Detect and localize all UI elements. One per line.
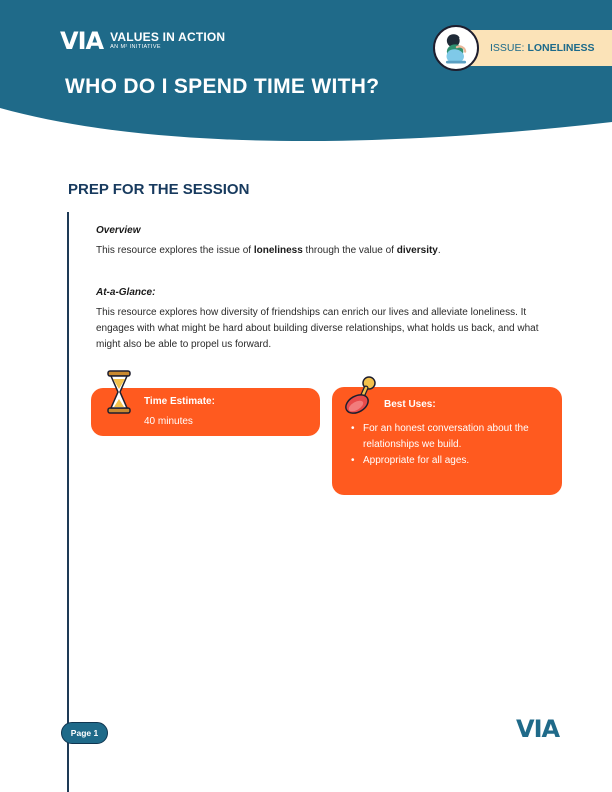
stamp-icon [342,375,378,415]
best-uses-item: • Appropriate for all ages. [351,453,556,469]
logo-subtitle: AN M² INITIATIVE [110,44,161,50]
issue-label: ISSUE: [490,42,525,54]
page-number-badge: Page 1 [61,722,108,744]
time-estimate-value: 40 minutes [144,416,193,427]
overview-issue: loneliness [253,245,303,256]
best-uses-heading: Best Uses: [384,399,436,410]
issue-value: LONELINESS [527,42,595,54]
glance-heading: At-a-Glance: [96,287,156,298]
best-uses-item: • For an honest conversation about the relationships we build. [351,421,556,453]
footer-logo: VIA [516,715,560,743]
time-estimate-heading: Time Estimate: [144,396,215,407]
glance-text: This resource explores how diversity of friendships can enrich our lives and alleviate loneliness. It engages with what might be hard about building diverse relationships, what holds us back, and what might also be able to propel us forward. [96,307,539,350]
overview-text [96,243,556,259]
overview-heading: Overview [96,225,141,236]
logo-title: VALUES IN ACTION [110,30,226,44]
page-title: WHO DO I SPEND TIME WITH? [65,75,380,98]
person-sitting-icon [433,25,479,71]
timeline-line [67,212,69,792]
overview-text-post: . [437,245,441,256]
issue-badge [460,30,612,66]
overview-text-mid: through the value of [302,245,397,256]
overview-text-pre: This resource explores the issue of [96,245,254,256]
hourglass-icon [107,370,131,414]
logo-text [110,31,225,51]
overview-value: diversity [396,245,438,256]
best-uses-list [351,421,556,469]
section-title: PREP FOR THE SESSION [68,181,250,198]
header-logo [60,29,225,53]
logo-mark: VIA [60,27,104,55]
